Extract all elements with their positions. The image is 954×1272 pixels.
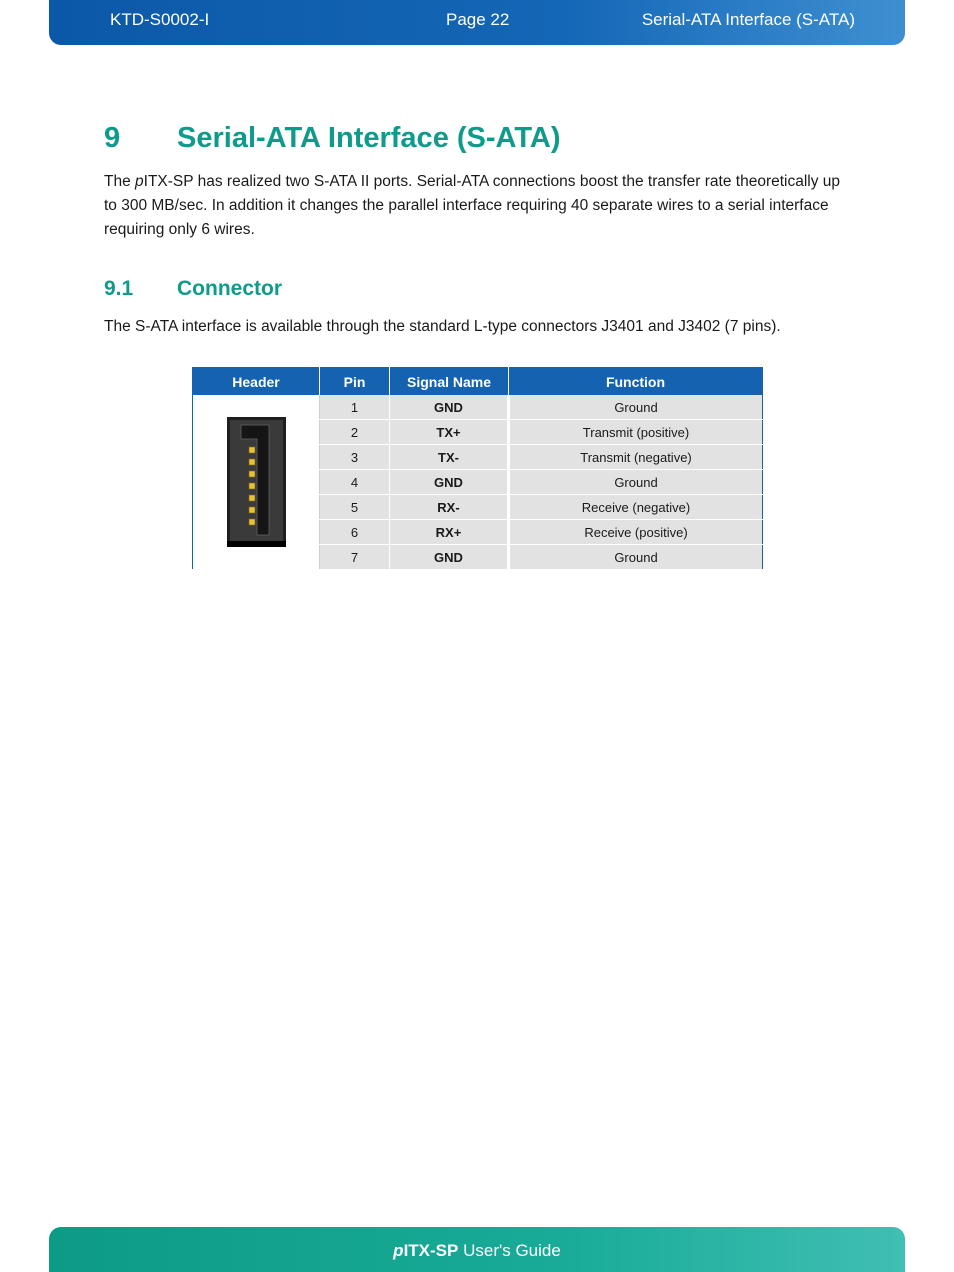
section-title: Connector [177,277,282,300]
pinout-table [192,367,763,570]
pin-cell: 1 [320,395,390,420]
section-number: 9.1 [104,277,134,300]
doc-id: KTD-S0002-I [110,10,210,29]
footer-italic-p: p [393,1241,404,1260]
function-cell: Transmit (negative) [509,445,763,470]
intro-text: ITX-SP has realized two S-ATA II ports. Serial-ATA connections boost the transfer rate theoretically up to 300 MB/sec. In addition it changes the parallel interface requiring 40 separate wires to a serial interface requiring only 6 wires. [104,173,841,238]
sata-connector-image [227,417,286,547]
intro-italic-p: p [135,173,144,190]
signal-cell: GND [390,395,509,420]
signal-cell: GND [390,470,509,495]
page-number: Page 22 [446,10,510,29]
page-footer-bar [49,1227,905,1272]
col-header-pin: Pin [320,368,390,396]
col-header-signal: Signal Name [390,368,509,396]
table-row [193,395,763,420]
page-header-bar [49,0,905,45]
pin-cell: 5 [320,495,390,520]
footer-guide: User's Guide [458,1241,561,1260]
intro-prefix: The [104,173,136,190]
col-header-header: Header [193,368,320,396]
section-heading [104,277,282,301]
connector-paragraph: The S-ATA interface is available through the standard L-type connectors J3401 and J3402 (7 pins). [104,318,781,335]
signal-cell: RX- [390,495,509,520]
pin-cell: 4 [320,470,390,495]
signal-cell: GND [390,545,509,570]
signal-cell: RX+ [390,520,509,545]
pin-cell: 7 [320,545,390,570]
chapter-number: 9 [104,122,121,154]
signal-cell: TX- [390,445,509,470]
col-header-function: Function [509,368,763,396]
function-cell: Receive (negative) [509,495,763,520]
connector-image-cell [193,395,320,570]
intro-paragraph [104,170,856,242]
function-cell: Ground [509,545,763,570]
chapter-title: Serial-ATA Interface (S-ATA) [177,122,561,154]
footer-product: ITX-SP [403,1241,459,1260]
signal-cell: TX+ [390,420,509,445]
footer-title [49,1241,905,1261]
pin-cell: 6 [320,520,390,545]
table-header-row [193,368,763,396]
pin-cell: 2 [320,420,390,445]
function-cell: Ground [509,395,763,420]
function-cell: Transmit (positive) [509,420,763,445]
function-cell: Ground [509,470,763,495]
header-section-title: Serial-ATA Interface (S-ATA) [641,10,855,29]
chapter-heading [104,122,561,155]
pin-cell: 3 [320,445,390,470]
function-cell: Receive (positive) [509,520,763,545]
